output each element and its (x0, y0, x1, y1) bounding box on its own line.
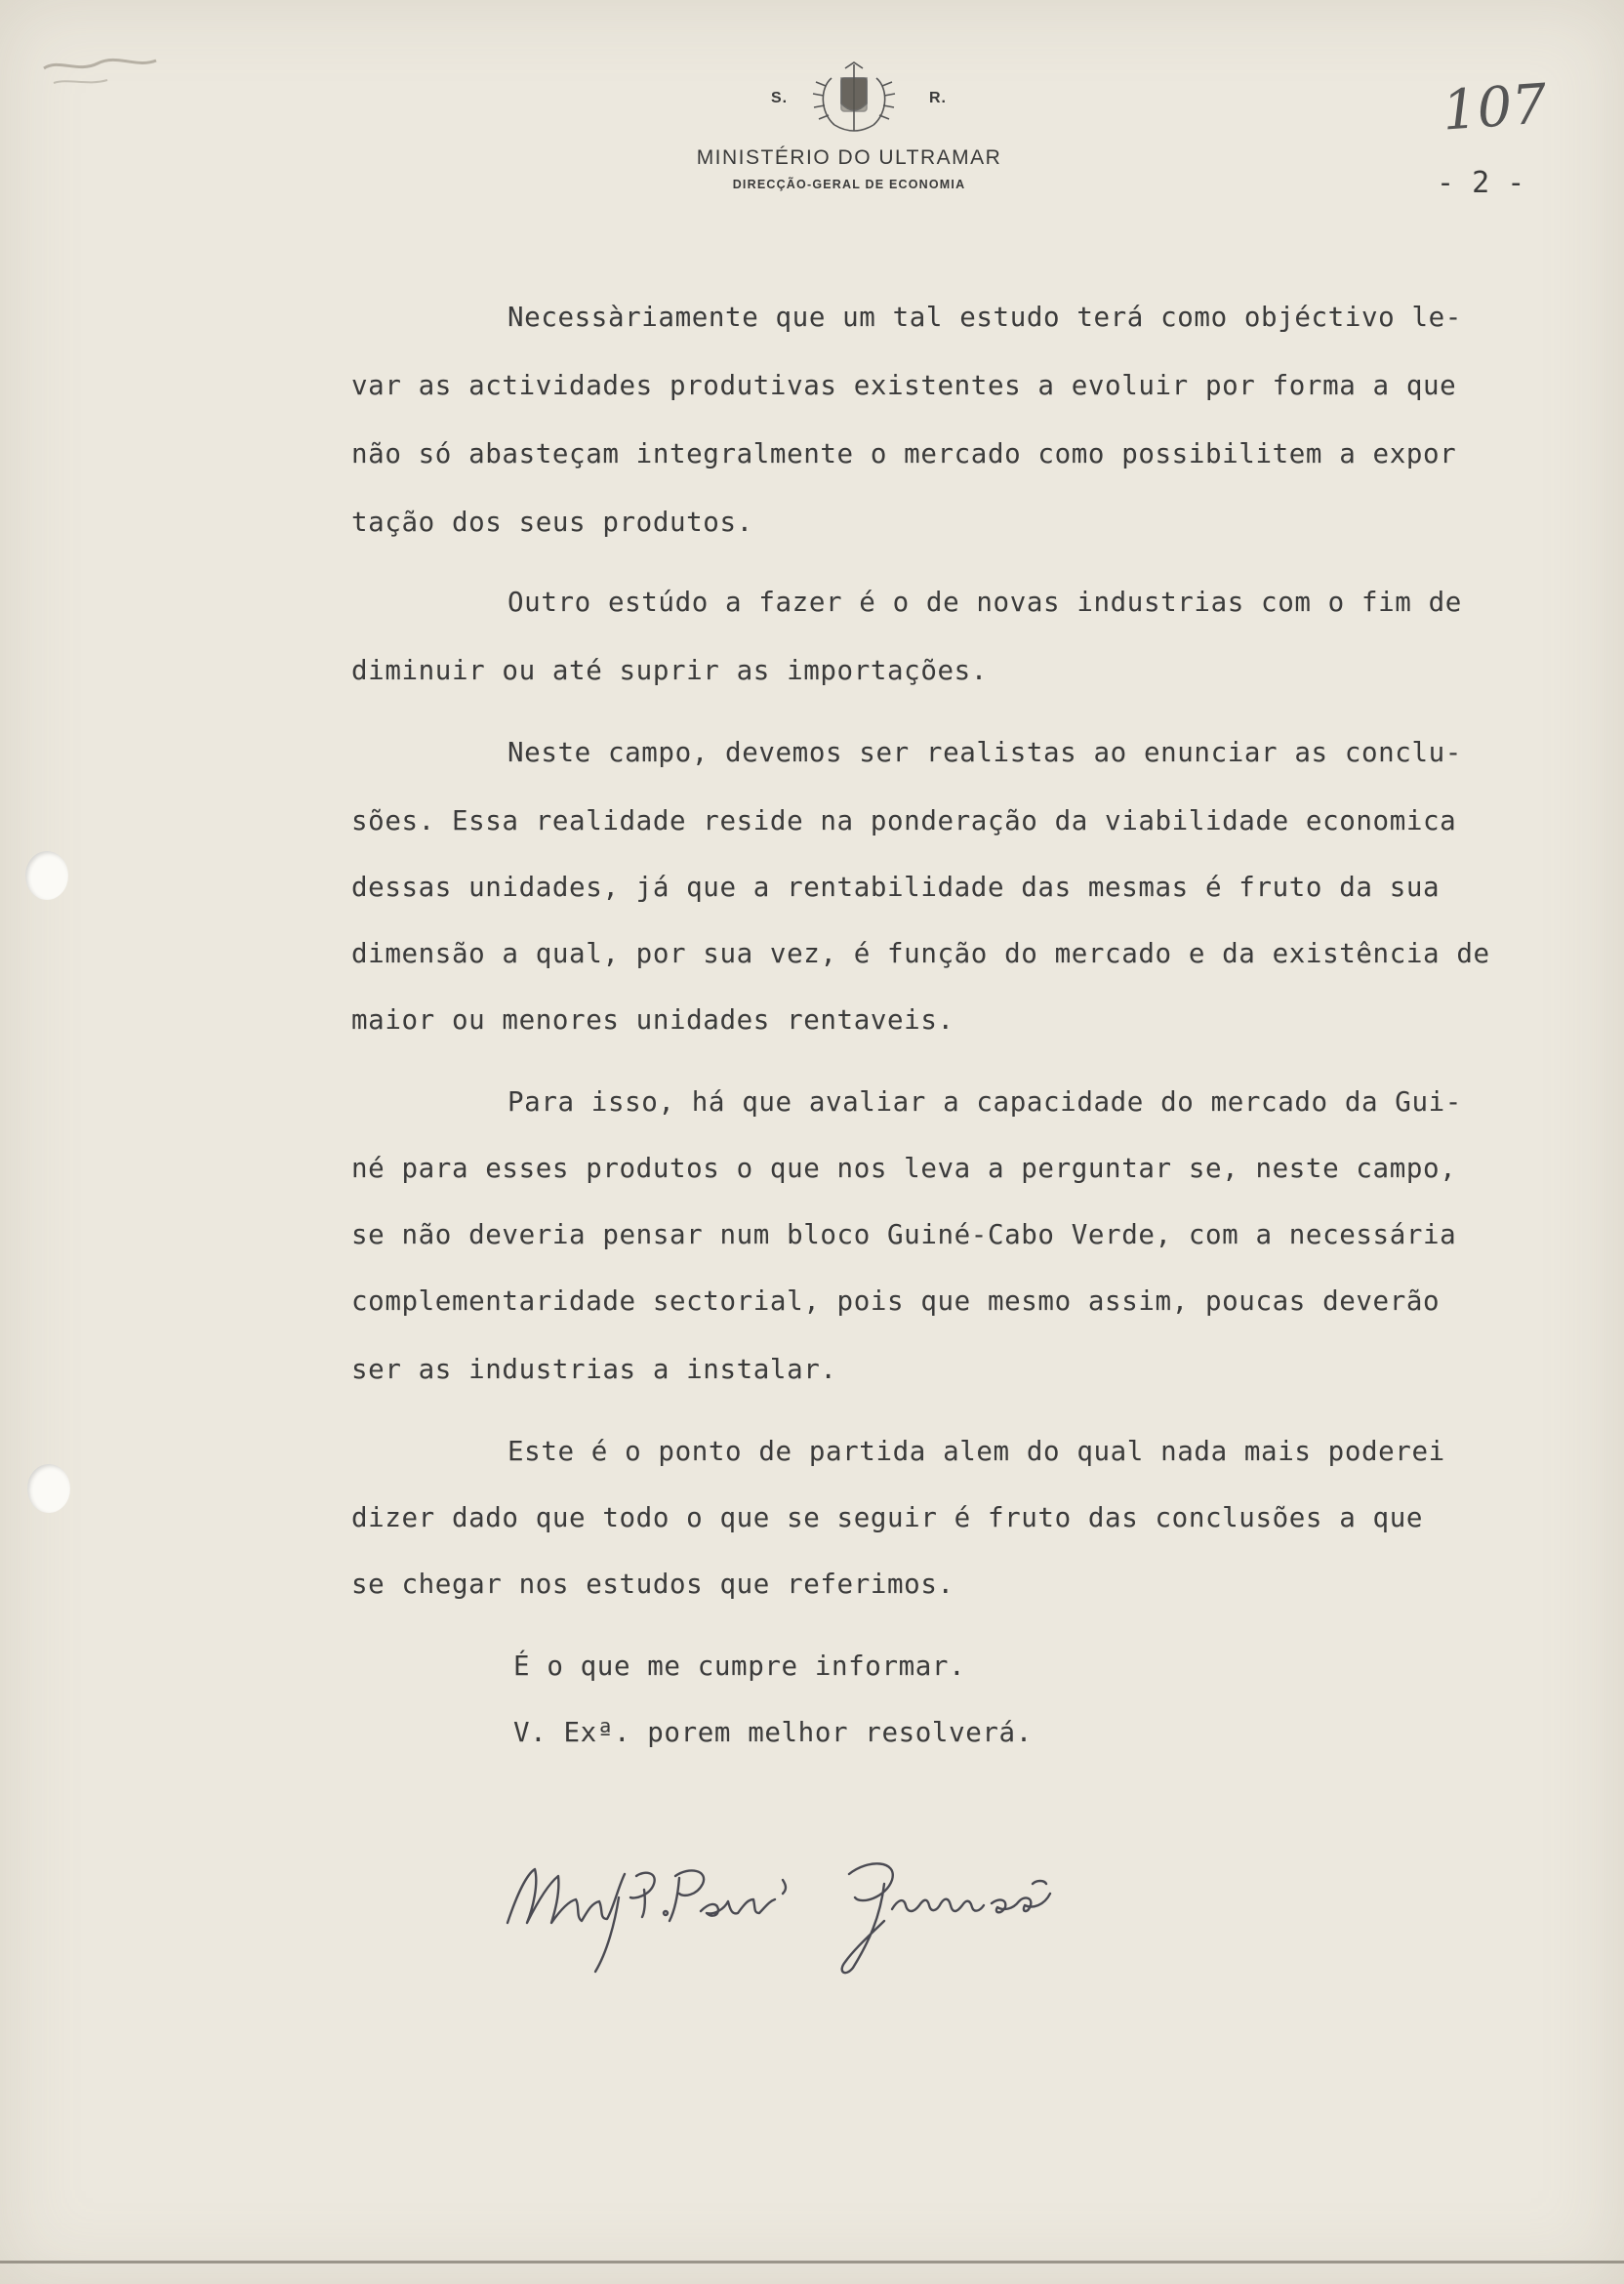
body-line: diminuir ou até suprir as importações. (351, 655, 988, 686)
body-line: complementaridade sectorial, pois que mesmo assim, poucas deverão (351, 1285, 1441, 1317)
body-line: Para isso, há que avaliar a capacidade do mercado da Gui- (508, 1086, 1462, 1118)
letterhead-right-mark: R. (929, 90, 947, 106)
body-line: se não deveria pensar num bloco Guiné-Cabo Verde, com a necessária (351, 1219, 1457, 1250)
body-line: né para esses produtos o que nos leva a perguntar se, neste campo, (351, 1153, 1457, 1184)
page-number: - 2 - (1437, 166, 1525, 200)
letterhead-left-mark: S. (771, 90, 789, 106)
body-line: dimensão a qual, por sua vez, é função do mercado e da existência de (351, 938, 1490, 969)
body-line: var as actividades produtivas existentes a evoluir por forma a que (351, 370, 1457, 401)
ministry-title: MINISTÉRIO DO ULTRAMAR (696, 146, 1002, 169)
body-line: dessas unidades, já que a rentabilidade das mesmas é fruto da sua (351, 872, 1441, 903)
punch-hole (25, 851, 68, 900)
body-line: se chegar nos estudos que referimos. (351, 1569, 954, 1600)
body-line: Neste campo, devemos ser realistas ao enunciar as conclu- (508, 737, 1462, 768)
body-line: ser as industrias a instalar. (351, 1354, 837, 1385)
body-line: Necessàriamente que um tal estudo terá como objéctivo le- (508, 302, 1462, 333)
body-line: É o que me cumpre informar. (513, 1651, 966, 1682)
body-line: Este é o ponto de partida alem do qual nada mais poderei (508, 1436, 1445, 1467)
body-line: V. Exª. porem melhor resolverá. (513, 1717, 1033, 1748)
body-line: sões. Essa realidade reside na ponderação da viabilidade economica (351, 805, 1457, 836)
signature (498, 1815, 1239, 1981)
body-line: tação dos seus produtos. (351, 507, 753, 538)
page-bottom-edge (0, 2261, 1624, 2264)
body-line: maior ou menores unidades rentaveis. (351, 1004, 954, 1036)
body-line: dizer dado que todo o que se seguir é fruto das conclusões a que (351, 1502, 1424, 1533)
body-line: Outro estúdo a fazer é o de novas industrias com o fim de (508, 587, 1462, 618)
department-title: DIRECÇÃO-GERAL DE ECONOMIA (732, 178, 966, 191)
punch-hole (27, 1464, 70, 1513)
body-line: não só abasteçam integralmente o mercado como possibilitem a expor (351, 438, 1457, 469)
folio-annotation: 107 (1440, 72, 1550, 143)
